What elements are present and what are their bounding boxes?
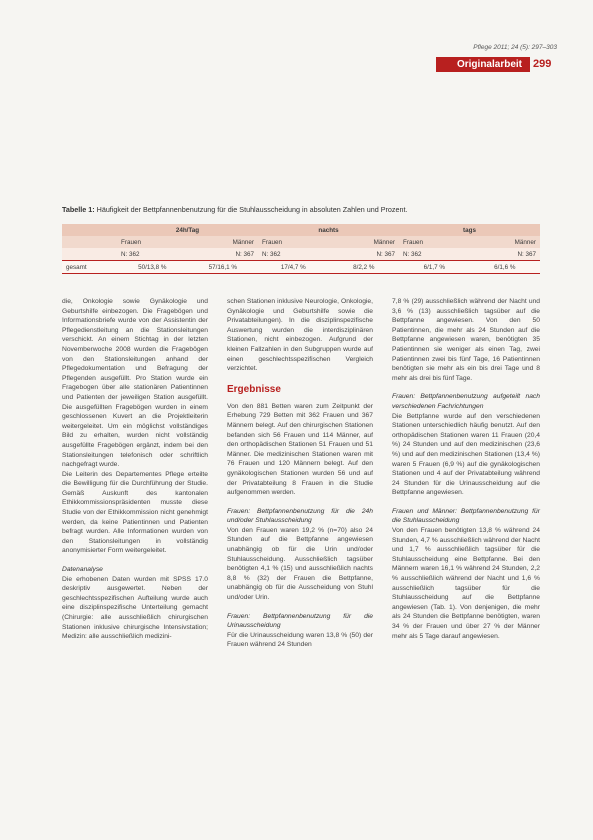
table-sex-header-row bbox=[62, 236, 540, 248]
table-cell: 57/16,1 % bbox=[188, 261, 259, 274]
n-header: N: 362 bbox=[117, 248, 188, 261]
subheading: Frauen: Bettpfannenbenutzung für die 24h und/oder Stuhlausscheidung bbox=[227, 507, 373, 525]
section-banner: Originalarbeit bbox=[436, 57, 530, 72]
section-heading-ergebnisse: Ergebnisse bbox=[227, 383, 281, 395]
body-paragraph: schen Stationen inklusive Neurologie, Onkologie, Gynäkologie und Geburtshilfe sowie die Privatabteilungen). In die disziplinspezifische Auswertung wurden die interdisziplinären Stationen, nicht einbezogen. Aufgrund der kleinen Fallzahlen in den Subgruppen wurde auf einen geschlechtsspezifischen Vergleich verzichtet. bbox=[227, 298, 373, 373]
row-label: gesamt bbox=[62, 261, 117, 274]
table-cell: 6/1,7 % bbox=[399, 261, 470, 274]
body-paragraph: Die Leiterin des Departementes Pflege erteilte die Bewilligung für die Durchführung der Studie. Gemäß Auskunft des kantonalen Ethikkommissionspräsidenten musste diese Studie von der Ethikkommission nicht genehmigt werden, da keine Patientinnen und Patienten befragt wurden. Alle Informationen wurden von den Stationsleitungen in vollständig anonymisierter Form weitergeleitet. bbox=[62, 470, 208, 555]
sex-header: Männer bbox=[188, 236, 259, 248]
journal-citation: Pflege 2011; 24 (5): 297–303 bbox=[473, 44, 557, 51]
n-header: N: 367 bbox=[329, 248, 400, 261]
subheading-datenanalyse: Datenanalyse bbox=[62, 566, 103, 574]
sex-header: Frauen bbox=[258, 236, 329, 248]
body-paragraph: die, Onkologie sowie Gynäkologie und Geburtshilfe einbezogen. Die Fragebögen und Informationsbriefe wurde von der Assistentin der Pflegedienstleitung an die Stationsleitungen verschickt. An einem Stichtag in der letzten Novemberwoche 2008 wurden die Fragebögen von den Stationsleitungen anhand der Pflegedokumentation und Befragung der Pflegenden ausgefüllt. Pro Station wurde ein Fragebogen über alle stationären Patientinnen und Patienten der jeweiligen Station ausgefüllt. Die ausgefüllten Fragebögen wurden in einem geschlossenen Kuvert an die Projektleiterin weitergeleitet. Um ein möglichst vollständiges Bild zu erhalten, wurden nicht vollständig ausgefüllte Fragebögen ergänzt, indem bei den Stationsleitungen telefonisch oder schriftlich nachgefragt wurde. bbox=[62, 298, 208, 469]
sex-header: Männer bbox=[470, 236, 541, 248]
n-header: N: 362 bbox=[399, 248, 470, 261]
n-header: N: 367 bbox=[470, 248, 541, 261]
body-paragraph: Die erhobenen Daten wurden mit SPSS 17.0 deskriptiv ausgewertet. Neben der geschlechtsspezifischen Aufteilung wurde auch eine disziplinspezifische Unterteilung gemacht (Chirurgie: alle ausschließlich chirurgischen Stationen inklusive chirurgische Intensivstation; Medizin: alle ausschließlich medizini- bbox=[62, 575, 208, 641]
table-empty-cell bbox=[62, 248, 117, 261]
body-paragraph: Für die Urinausscheidung waren 13,8 % (50) der Frauen während 24 Stunden bbox=[227, 631, 373, 649]
text-column-2 bbox=[227, 297, 373, 650]
table-cell: 8/2,2 % bbox=[329, 261, 400, 274]
table-caption-text: Häufigkeit der Bettpfannenbenutzung für die Stuhlausscheidung in absoluten Zahlen und Prozent. bbox=[96, 205, 408, 214]
text-column-3 bbox=[392, 297, 540, 641]
page-number: 299 bbox=[533, 58, 552, 70]
table-row bbox=[62, 261, 540, 274]
subheading: Frauen und Männer: Bettpfannenbenutzung für die Stuhlausscheidung bbox=[392, 507, 540, 525]
body-paragraph: Die Bettpfanne wurde auf den verschiedenen Stationen unterschiedlich häufig benutzt. Auf den orthopädischen Stationen waren 11 Frauen (20,4 %) 24 Stunden und auf den medizinischen (23,6 %) und auf den medizinischen Stationen (13,4 %) waren 5 Frauen (6,9 %) auf die gynäkologischen Stationen und 4 auf der Privatabteilung während 24 Stunden für die Urinausscheidung auf die Bettpfanne angewiesen. bbox=[392, 412, 540, 497]
sex-header: Frauen bbox=[117, 236, 188, 248]
sex-header: Frauen bbox=[399, 236, 470, 248]
table-empty-cell bbox=[62, 236, 117, 248]
body-paragraph: 7,8 % (29) ausschließlich während der Nacht und 3,6 % (13) ausschließlich tagsüber auf die Bettpfanne angewiesen. Von den 50 Patientinnen, die mehr als 24 Stunden auf die Bettpfanne angewiesen waren, benötigten 35 Patientinnen sie weniger als einen Tag, zwei Patientinnen zwei bis fünf Tage, 16 Patientinnen benötigten sie mehr als ein bis drei Tage und 8 mehr als drei bis fünf Tage. bbox=[392, 298, 540, 382]
group-header-24h: 24h/Tag bbox=[117, 224, 258, 236]
table-caption-label: Tabelle 1: bbox=[62, 205, 95, 214]
n-header: N: 362 bbox=[258, 248, 329, 261]
table-cell: 6/1,6 % bbox=[470, 261, 541, 274]
sex-header: Männer bbox=[329, 236, 400, 248]
table-group-header-row bbox=[62, 224, 540, 236]
table-corner-cell bbox=[62, 224, 117, 236]
table-caption bbox=[62, 205, 542, 214]
body-paragraph: Von den Frauen benötigten 13,8 % während 24 Stunden, 4,7 % ausschließlich während der Nacht und 1,7 % ausschließlich tagsüber für die Stuhlausscheidung eine Bettpfanne. Bei den Männern waren 16,1 % während 24 Stunden, 2,2 % ausschließlich während der Nacht und 1,6 % ausschließlich tagsüber für die Stuhlausscheidung auf die Bettpfanne angewiesen (Tab. 1). Von denjenigen, die mehr als 24 Stunden die Bettpfanne benötigten, waren 34 % der Frauen und über 27 % der Männer mehr als 5 Tage darauf angewiesen. bbox=[392, 527, 540, 640]
table-cell: 17/4,7 % bbox=[258, 261, 329, 274]
text-column-1 bbox=[62, 297, 208, 642]
group-header-nachts: nachts bbox=[258, 224, 399, 236]
body-paragraph: Von den 881 Betten waren zum Zeitpunkt der Erhebung 729 Betten mit 362 Frauen und 367 Männern belegt. Auf den chirurgischen Stationen befanden sich 56 Frauen und 114 Männer, auf den orthopädischen Stationen 51 Frauen und 51 Männer. Die medizinischen Stationen waren mit 76 Frauen und 120 Männern belegt. Auf den gynäkologischen Stationen wurden 56 und auf der Privatabteilung 8 Frauen in die Studie aufgenommen werden. bbox=[227, 402, 373, 497]
table-cell: 50/13,8 % bbox=[117, 261, 188, 274]
n-header: N: 367 bbox=[188, 248, 259, 261]
frequency-table bbox=[62, 224, 540, 274]
subheading: Frauen: Bettpfannenbenutzung aufgeteilt nach verschiedenen Fachrichtungen bbox=[392, 393, 540, 410]
table-n-header-row bbox=[62, 248, 540, 261]
subheading: Frauen: Bettpfannenbenutzung für die Urinausscheidung bbox=[227, 612, 373, 630]
body-paragraph: Von den Frauen waren 19,2 % (n=70) also 24 Stunden auf die Bettpfanne angewiesen unabhängig ob für die Urin und/oder Stuhlausscheidung. Ausschließlich tagsüber benötigten 4,1 % (15) und ausschließlich nachts 8,8 % (32) der Frauen die Bettpfanne, unabhängig ob für die Ausscheidung von Stuhl und/oder Urin. bbox=[227, 526, 373, 602]
group-header-tags: tags bbox=[399, 224, 540, 236]
